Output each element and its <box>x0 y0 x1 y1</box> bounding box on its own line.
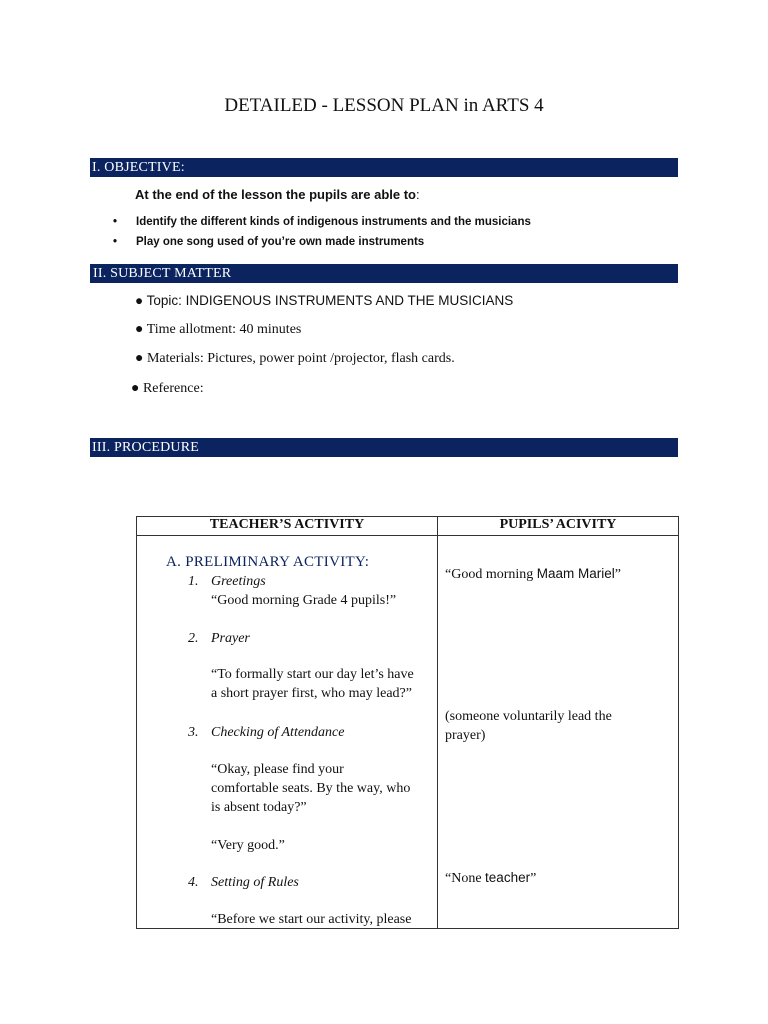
step-number: 4. <box>188 875 199 890</box>
bullet-icon: • <box>113 236 118 248</box>
step-greetings-label: Greetings <box>211 574 266 589</box>
subject-materials: ● Materials: Pictures, power point /projector, flash cards. <box>135 351 455 366</box>
reply-text: “None <box>445 871 486 886</box>
objective-bullet <box>113 236 424 248</box>
subject-matter-heading: II. SUBJECT MATTER <box>90 264 678 283</box>
pupils-activity-header: PUPILS’ ACIVITY <box>438 517 679 536</box>
procedure-heading: III. PROCEDURE <box>90 438 678 457</box>
step-number: 2. <box>188 631 199 646</box>
subject-reference: ● Reference: <box>131 381 204 396</box>
step-attendance-label: Checking of Attendance <box>211 725 345 740</box>
objective-intro-text: At the end of the lesson the pupils are able to <box>135 187 416 202</box>
step-prayer-text-line: a short prayer first, who may lead?” <box>211 686 412 701</box>
activity-table <box>136 516 679 929</box>
step-number: 1. <box>188 574 199 589</box>
reply-text: ” <box>530 871 537 886</box>
objective-intro <box>135 187 420 202</box>
pupils-reply-prayer-line: prayer) <box>445 728 486 743</box>
bullet-icon: • <box>113 216 118 228</box>
objective-bullet <box>113 216 531 228</box>
step-prayer-text-line: “To formally start our day let’s have <box>211 667 414 682</box>
objective-intro-colon: : <box>415 187 420 202</box>
pupils-reply-attendance <box>445 868 536 888</box>
pupils-reply-prayer-line: (someone voluntarily lead the <box>445 709 612 724</box>
reply-word: teacher <box>485 870 531 885</box>
preliminary-activity-heading: A. PRELIMINARY ACTIVITY: <box>166 554 370 570</box>
step-attendance-text-line: “Okay, please find your <box>211 762 344 777</box>
document-title: DETAILED - LESSON PLAN in ARTS 4 <box>224 95 544 116</box>
step-rules-text-line: “Before we start our activity, please <box>211 912 412 927</box>
step-rules-label: Setting of Rules <box>211 875 299 890</box>
reply-name: Maam Mariel <box>536 566 615 581</box>
subject-topic: ● Topic: INDIGENOUS INSTRUMENTS AND THE MUSICIANS <box>135 293 514 308</box>
step-greetings-text: “Good morning Grade 4 pupils!” <box>211 593 397 608</box>
subject-time-allotment: ● Time allotment: 40 minutes <box>135 322 302 337</box>
step-attendance-text-line: comfortable seats. By the way, who <box>211 781 411 796</box>
table-row <box>137 536 679 929</box>
reply-text: “Good morning <box>445 567 537 582</box>
objective-bullet-text: Identify the different kinds of indigenous instruments and the musicians <box>136 216 531 228</box>
table-header-row <box>137 517 679 536</box>
pupils-reply-greeting <box>445 564 621 584</box>
step-attendance-text-line: “Very good.” <box>211 838 285 853</box>
teacher-activity-header: TEACHER’S ACTIVITY <box>137 517 438 536</box>
pupils-activity-cell <box>438 536 679 929</box>
teacher-activity-cell <box>137 536 438 929</box>
step-number: 3. <box>188 725 199 740</box>
objective-heading: I. OBJECTIVE: <box>90 158 678 177</box>
step-attendance-text-line: is absent today?” <box>211 800 307 815</box>
objective-bullet-text: Play one song used of you’re own made instruments <box>136 236 425 248</box>
reply-text: ” <box>614 567 621 582</box>
step-prayer-label: Prayer <box>211 631 250 646</box>
